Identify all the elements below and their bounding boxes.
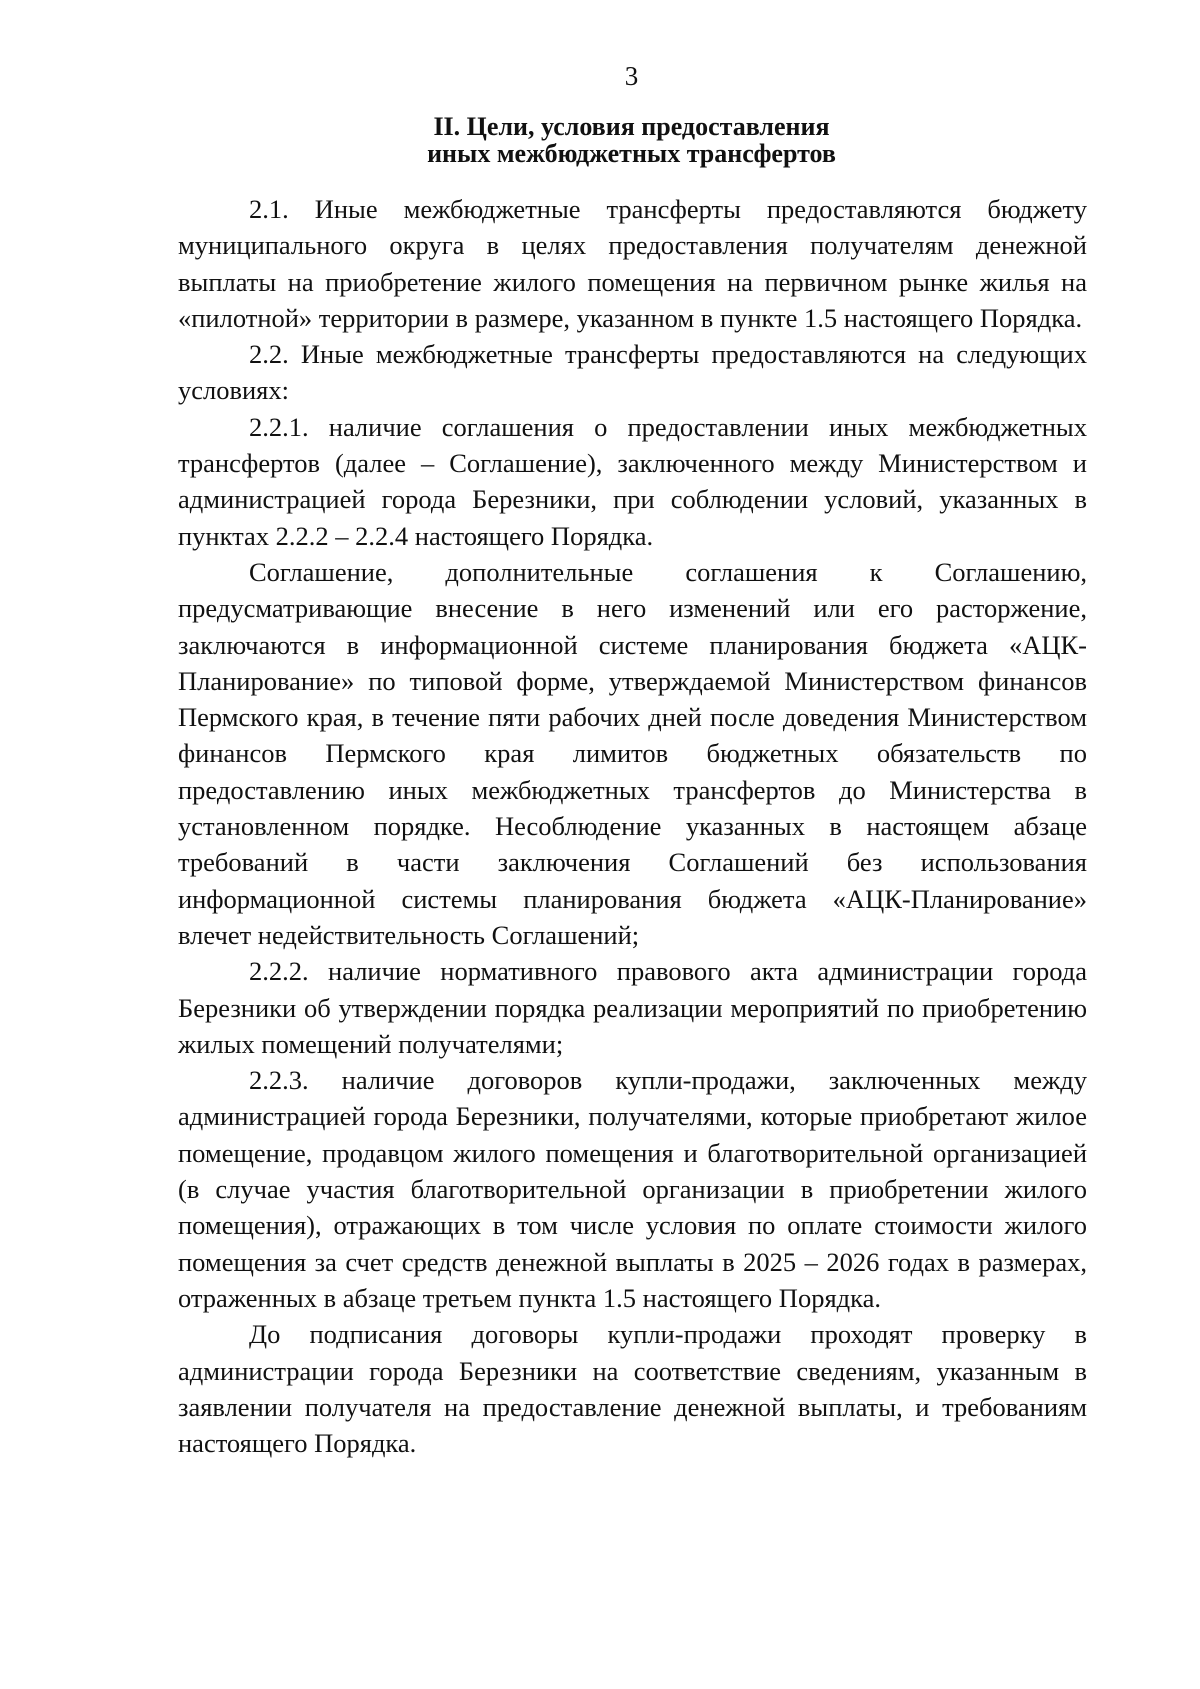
- section-heading-line-2: иных межбюджетных трансфертов: [427, 139, 836, 168]
- paragraph-agreement: Соглашение, дополнительные соглашения к Соглашению, предусматривающие внесение в него изменений или его расторжение, заключаются в информационной системе планирования бюджета «АЦК-Планирование» по типовой форме, утверждаемой Министерством финансов Пермского края, в течение пяти рабочих дней после доведения Министерством финансов Пермского края лимитов бюджетных обязательств по предоставлению иных межбюджетных трансфертов до Министерства в установленном порядке. Несоблюдение указанных в настоящем абзаце требований в части заключения Соглашений без использования информационной системы планирования бюджета «АЦК-Планирование» влечет недействительность Соглашений;: [178, 556, 1087, 950]
- paragraph-2-2: 2.2. Иные межбюджетные трансферты предоставляются на следующих условиях:: [178, 339, 1087, 406]
- paragraph-2-2-3: 2.2.3. наличие договоров купли-продажи, заключенных между администрацией города Березники, получателями, которые приобретают жилое помещение, продавцом жилого помещения и благотворительной организацией (в случае участия благотворительной организации в приобретении жилого помещения), отражающих в том числе условия по оплате стоимости жилого помещения за счет средств денежной выплаты в 2025 – 2026 годах в размерах, отраженных в абзаце третьем пункта 1.5 настоящего Порядка.: [178, 1065, 1087, 1313]
- section-heading-line-1: II. Цели, условия предоставления: [433, 112, 830, 141]
- paragraph-2-2-1: 2.2.1. наличие соглашения о предоставлении иных межбюджетных трансфертов (далее – Соглашение), заключенного между Министерством и администрацией города Березники, при соблюдении условий, указанных в пунктах 2.2.2 – 2.2.4 настоящего Порядка.: [178, 411, 1087, 551]
- paragraph-2-2-2: 2.2.2. наличие нормативного правового акта администрации города Березники об утверждении порядка реализации мероприятий по приобретению жилых помещений получателями;: [178, 956, 1087, 1059]
- section-heading: [0, 113, 1200, 167]
- document-body: [178, 191, 1087, 1461]
- paragraph-2-1: 2.1. Иные межбюджетные трансферты предоставляются бюджету муниципального округа в целях предоставления получателям денежной выплаты на приобретение жилого помещения на первичном рынке жилья на «пилотной» территории в размере, указанном в пункте 1.5 настоящего Порядка.: [178, 194, 1087, 333]
- page-number: 3: [624, 61, 639, 91]
- paragraph-contract-check: До подписания договоры купли-продажи проходят проверку в администрации города Березники на соответствие сведениям, указанным в заявлении получателя на предоставление денежной выплаты, и требованиям настоящего Порядка.: [178, 1319, 1087, 1459]
